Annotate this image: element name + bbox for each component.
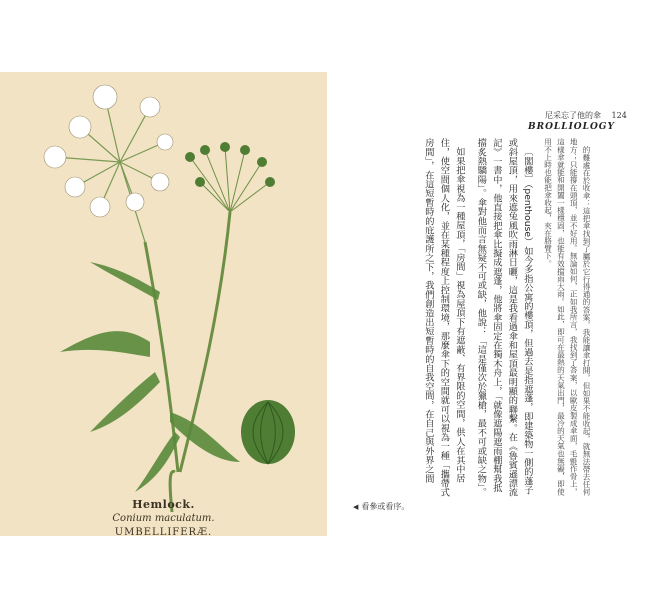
- left-triangle-icon: ◀: [353, 503, 359, 511]
- vertical-text-block: [352, 138, 592, 498]
- paragraph-continued: 的難處在於收傘：這把傘找到了屬於它行得通的答案，我能讓傘打開，但如果不能收起，就無法帶去任何地方；只能撐在頭頂，並不好用。無論如何，正如我所言，我找到了答案，以歐皮製成傘面，毛氈作骨上，這樣傘就能和開闔一樣穩固，也能有效擋雨大雨。如此，即可在最熱的天氣出門，最冷的天氣也無礙，即使用不上時也能把傘收起，夾在胳臂下。: [543, 138, 591, 496]
- footer-link[interactable]: [353, 501, 409, 512]
- chapter-title: 尼采忘了他的傘: [545, 111, 601, 120]
- book-brand: BROLLIOLOGY: [528, 122, 615, 132]
- plate-caption-latin: Conium maculatum.: [112, 513, 215, 524]
- botanical-plate: [0, 72, 327, 536]
- footer-link-label: 看參或看序。: [361, 502, 410, 511]
- running-head: [545, 110, 627, 121]
- page-number: 124: [611, 111, 627, 120]
- paragraph-penthouse: 〔閣樓〕（penthouse）如今多指公寓的樓頂，但過去是指遮蓬，即建築物一側的蓬子或斜屋頂，用來遮兔風吹雨淋日曬，這是我看過傘和屋頂最明顯的聯繫。在《魯賓遜漂流記》一書中，他直接把傘比擬成遮蓬，他將傘固定在獨木舟上，「就像遮陽遮雨棚幫我抵擋炙熱驕陽」。傘對他而言無疑不可或缺，他說：「這是僅次於獵槍，最不可或缺之物」。: [475, 138, 533, 497]
- paragraph-portable-room: 如果把傘視為一種屋頂，「房間」視為屋頂下有遮蔽、有界限的空間，供人在其中居住，使空間個人化，並在某種程度上控制環境，那麼傘下的空間就可以視為一種「攜帶式房間」，在這短暫時的庇護所之下，我們創造出短暫時的自我空間，在自己與外界之間: [422, 138, 465, 497]
- plate-caption-common: Hemlock.: [132, 498, 195, 511]
- hemlock-illustration: [0, 72, 327, 536]
- plate-caption-family: UMBELLIFERÆ.: [114, 527, 213, 538]
